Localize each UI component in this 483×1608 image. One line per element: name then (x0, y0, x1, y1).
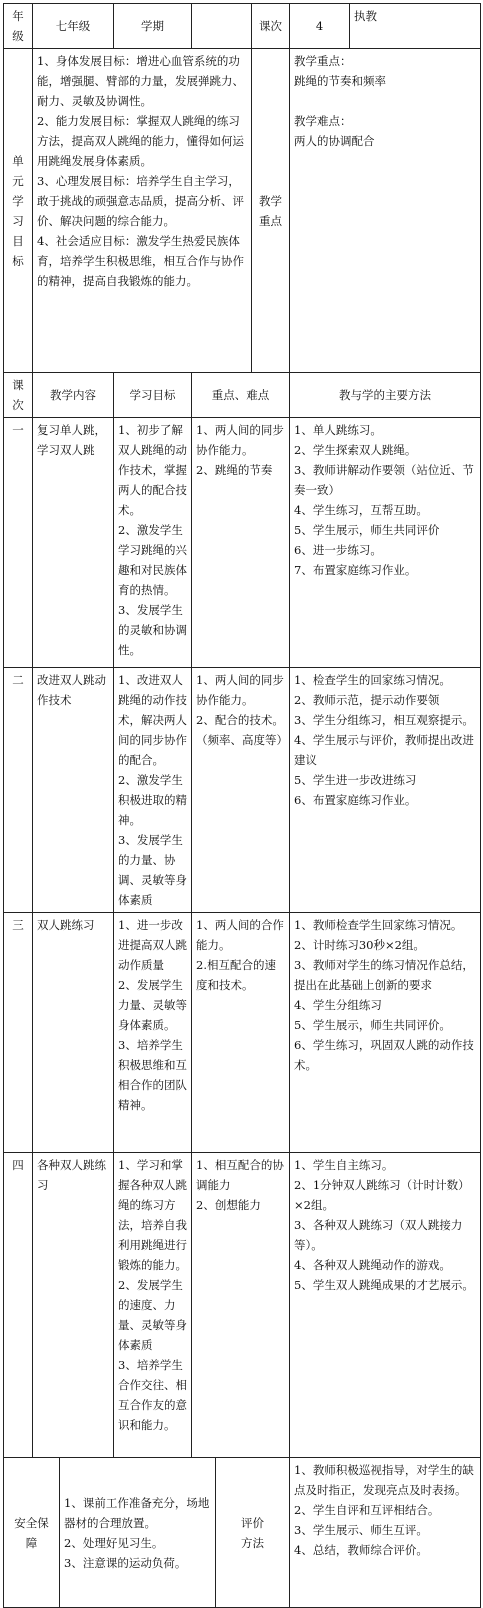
lesson-row (4, 418, 481, 668)
lesson-number: 四 (4, 1153, 33, 1458)
grade-label: 年级 (4, 4, 33, 49)
evaluation-label: 评价 方法 (216, 1458, 290, 1608)
lesson-plan-table (3, 3, 481, 1608)
lesson-method: 1、教师检查学生回家练习情况。 2、计时练习30秒×2组。 3、教师对学生的练习情况作总结，提出在此基础上创新的要求 4、学生分组练习 5、学生展示，师生共同评价。 6、学生练习，巩固双人跳的动作技术。 (290, 913, 481, 1153)
evaluation-content: 1、教师积极巡视指导，对学生的缺点及时指正，发现亮点及时表扬。 2、学生自评和互评相结合。 3、学生展示、师生互评。 4、总结，教师综合评价。 (290, 1458, 481, 1608)
lesson-method: 1、学生自主练习。 2、1分钟双人跳练习（计时计数）×2组。 3、各种双人跳练习（双人跳接力等）。 4、各种双人跳绳动作的游戏。 5、学生双人跳绳成果的才艺展示。 (290, 1153, 481, 1458)
teacher-label: 执教 (354, 9, 377, 23)
lesson-row (4, 913, 481, 1153)
col-key-header: 重点、难点 (192, 373, 290, 418)
col-goal-header: 学习目标 (114, 373, 192, 418)
col-method-header: 教与学的主要方法 (290, 373, 481, 418)
lesson-number: 三 (4, 913, 33, 1153)
header-row (4, 4, 481, 49)
lesson-goal: 1、进一步改进提高双人跳动作质量 2、发展学生力量、灵敏等身体素质。 3、培养学生积极思维和互相合作的团队精神。 (114, 913, 192, 1153)
teaching-focus-label: 教学 重点 (252, 49, 290, 373)
unit-objectives-label: 单元 学习 目标 (4, 49, 33, 373)
lesson-key: 1、两人间的同步协作能力。 2、配合的技术。（频率、高度等） (192, 668, 290, 913)
lesson-content: 复习单人跳，学习双人跳 (33, 418, 114, 668)
lesson-row (4, 1153, 481, 1458)
lesson-count-value: 4 (290, 4, 350, 49)
lesson-key: 1、两人间的同步协作能力。 2、跳绳的节奏 (192, 418, 290, 668)
term-value (192, 4, 252, 49)
unit-objectives-text: 1、身体发展目标：增进心血管系统的功能，增强腿、臂部的力量，发展弹跳力、耐力、灵敏及协调性。 2、能力发展目标：掌握双人跳绳的练习方法，提高双人跳绳的能力，懂得如何运用跳绳发展身体素质。 3、心理发展目标：培养学生自主学习，敢于挑战的顽强意志品质，提高分析、评价、解决问题的综合能力。 4、社会适应目标：激发学生热爱民族体育，培养学生积极思维，相互合作与协作的精神，提高自我锻炼的能力。 (33, 49, 252, 373)
unit-objectives-row (4, 49, 481, 373)
lesson-method: 1、单人跳练习。 2、学生探索双人跳绳。 3、教师讲解动作要领（站位近、节奏一致） 4、学生练习，互帮互助。 5、学生展示，师生共同评价 6、进一步练习。 7、布置家庭练习作业。 (290, 418, 481, 668)
lesson-content: 改进双人跳动作技术 (33, 668, 114, 913)
grade-value: 七年级 (33, 4, 114, 49)
teacher-cell (350, 4, 481, 49)
lesson-content: 各种双人跳练习 (33, 1153, 114, 1458)
lesson-key: 1、两人间的合作能力。 2.相互配合的速度和技术。 (192, 913, 290, 1153)
column-header-row (4, 373, 481, 418)
teaching-focus-text: 教学重点： 跳绳的节奏和频率 教学难点： 两人的协调配合 (290, 49, 481, 373)
lesson-method: 1、检查学生的回家练习情况。 2、教师示范，提示动作要领 3、学生分组练习，相互观察提示。 4、学生展示与评价，教师提出改进建议 5、学生进一步改进练习 6、布置家庭练习作业。 (290, 668, 481, 913)
term-label: 学期 (114, 4, 192, 49)
safety-evaluation-row (4, 1458, 481, 1608)
safety-content: 1、课前工作准备充分，场地器材的合理放置。 2、处理好见习生。 3、注意课的运动负荷。 (60, 1458, 216, 1608)
lesson-content: 双人跳练习 (33, 913, 114, 1153)
safety-label: 安全保 障 (4, 1458, 60, 1608)
lesson-number: 二 (4, 668, 33, 913)
col-content-header: 教学内容 (33, 373, 114, 418)
lesson-count-label: 课次 (252, 4, 290, 49)
lesson-goal: 1、初步了解双人跳绳的动作技术，掌握两人的配合技术。 2、激发学生学习跳绳的兴趣和对民族体育的热情。 3、发展学生的灵敏和协调性。 (114, 418, 192, 668)
lesson-goal: 1、改进双人跳绳的动作技术，解决两人间的同步协作的配合。 2、激发学生积极进取的精神。 3、发展学生的力量、协调、灵敏等身体素质 (114, 668, 192, 913)
lesson-key: 1、相互配合的协调能力 2、创想能力 (192, 1153, 290, 1458)
lesson-row (4, 668, 481, 913)
lesson-number: 一 (4, 418, 33, 668)
lesson-goal: 1、学习和掌握各种双人跳绳的练习方法，培养自我利用跳绳进行锻炼的能力。 2、发展学生的速度、力量、灵敏等身体素质 3、培养学生合作交往、相互合作友的意识和能力。 (114, 1153, 192, 1458)
col-lesson-header: 课 次 (4, 373, 33, 418)
